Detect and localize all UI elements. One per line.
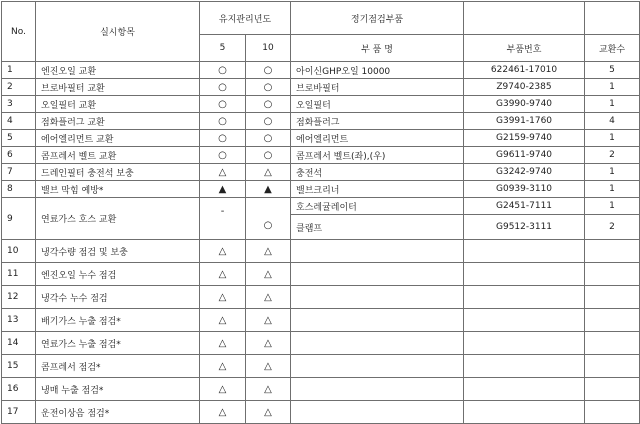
table-row — [2, 181, 640, 198]
replace-qty: 1 — [585, 181, 640, 198]
part-number-empty — [464, 332, 585, 355]
replace-qty-empty — [585, 286, 640, 309]
cycle-5-mark: △ — [200, 355, 246, 378]
part-name: 충전석 — [291, 164, 464, 181]
part-number: G3991-1760 — [464, 113, 585, 130]
part-name-empty — [291, 240, 464, 263]
row-item: 밸브 막힘 예방* — [36, 181, 200, 198]
row-no: 3 — [2, 96, 36, 113]
cycle-10-mark: ▲ — [246, 181, 291, 198]
part-number: G0939-3110 — [464, 181, 585, 198]
cycle-5-mark: ○ — [200, 79, 246, 96]
replace-qty-empty — [585, 309, 640, 332]
row-item: 엔진오일 교환 — [36, 62, 200, 79]
part-name: 밸브크리너 — [291, 181, 464, 198]
cycle-5-mark: ○ — [200, 96, 246, 113]
cycle-5-mark: △ — [200, 332, 246, 355]
cycle-10-mark: △ — [246, 355, 291, 378]
table-row — [2, 378, 640, 401]
part-number: G9512-3111 — [464, 215, 585, 240]
part-name-empty — [291, 332, 464, 355]
part-number: Z9740-2385 — [464, 79, 585, 96]
part-name-empty — [291, 355, 464, 378]
header-parts-blank — [464, 2, 585, 35]
part-name-empty — [291, 263, 464, 286]
cycle-5-mark: ○ — [200, 62, 246, 79]
cycle-10-mark: △ — [246, 332, 291, 355]
row-no: 7 — [2, 164, 36, 181]
row-no: 8 — [2, 181, 36, 198]
part-name: 콤프레서 벨트(좌),(우) — [291, 147, 464, 164]
table-row — [2, 240, 640, 263]
header-part-name: 부 품 명 — [291, 35, 464, 62]
part-name-empty — [291, 378, 464, 401]
row-no: 2 — [2, 79, 36, 96]
cycle-10-mark: ○ — [246, 130, 291, 147]
cycle-10-mark: ○ — [246, 79, 291, 96]
cycle-5-mark: △ — [200, 309, 246, 332]
row-item: 냉각수 누수 점검 — [36, 286, 200, 309]
row-no: 15 — [2, 355, 36, 378]
cycle-10-mark: △ — [246, 286, 291, 309]
replace-qty-empty — [585, 378, 640, 401]
table-row — [2, 130, 640, 147]
table-row — [2, 79, 640, 96]
cycle-5-mark: △ — [200, 164, 246, 181]
row-no: 14 — [2, 332, 36, 355]
row-item: 운전이상음 점검* — [36, 401, 200, 424]
table-row — [2, 147, 640, 164]
row-item: 냉매 누출 점검* — [36, 378, 200, 401]
table-row — [2, 113, 640, 130]
replace-qty-empty — [585, 355, 640, 378]
part-number: 622461-17010 — [464, 62, 585, 79]
row-no: 10 — [2, 240, 36, 263]
part-number-empty — [464, 240, 585, 263]
cycle-5-mark: △ — [200, 263, 246, 286]
part-number-empty — [464, 401, 585, 424]
table-row — [2, 401, 640, 424]
row-no: 1 — [2, 62, 36, 79]
part-name: 점화플러그 — [291, 113, 464, 130]
header-replace-qty: 교환수 — [585, 35, 640, 62]
part-number-empty — [464, 286, 585, 309]
replace-qty: 1 — [585, 130, 640, 147]
table-row — [2, 96, 640, 113]
cycle-10-mark: △ — [246, 401, 291, 424]
table-row — [2, 355, 640, 378]
part-number: G2451-7111 — [464, 198, 585, 215]
row-item: 드레인필터 충전석 보충 — [36, 164, 200, 181]
replace-qty-empty — [585, 263, 640, 286]
table-row — [2, 62, 640, 79]
row-no: 9 — [2, 198, 36, 240]
part-number-empty — [464, 378, 585, 401]
row-item: 점화플러그 교환 — [36, 113, 200, 130]
replace-qty: 4 — [585, 113, 640, 130]
table-row — [2, 198, 640, 215]
row-item: 오일필터 교환 — [36, 96, 200, 113]
part-name-empty — [291, 286, 464, 309]
row-no: 5 — [2, 130, 36, 147]
replace-qty: 1 — [585, 96, 640, 113]
part-name: 브로바필터 — [291, 79, 464, 96]
part-name: 에어엘리먼트 — [291, 130, 464, 147]
cycle-5-mark: ▲ — [200, 181, 246, 198]
part-number-empty — [464, 263, 585, 286]
row-item: 냉각수량 점검 및 보충 — [36, 240, 200, 263]
part-number-empty — [464, 355, 585, 378]
header-part-number: 부품번호 — [464, 35, 585, 62]
part-number: G3242-9740 — [464, 164, 585, 181]
replace-qty: 1 — [585, 164, 640, 181]
cycle-5-mark: △ — [200, 286, 246, 309]
part-name: 호스레귤레이터 — [291, 198, 464, 215]
cycle-10-mark: △ — [246, 309, 291, 332]
header-no: No. — [2, 2, 36, 62]
replace-qty: 5 — [585, 62, 640, 79]
table-row — [2, 263, 640, 286]
part-number: G9611-9740 — [464, 147, 585, 164]
part-number-empty — [464, 309, 585, 332]
row-no: 16 — [2, 378, 36, 401]
row-no: 12 — [2, 286, 36, 309]
cycle-5-mark: ○ — [200, 113, 246, 130]
cycle-5-mark: ○ — [200, 130, 246, 147]
part-name: 클램프 — [291, 215, 464, 240]
part-name-empty — [291, 309, 464, 332]
row-item: 에어엘리먼트 교환 — [36, 130, 200, 147]
header-qty-blank — [585, 2, 640, 35]
row-no: 6 — [2, 147, 36, 164]
cycle-10-mark: ○ — [246, 147, 291, 164]
cycle-5-mark: ○ — [200, 147, 246, 164]
part-name: 오일필터 — [291, 96, 464, 113]
cycle-10-mark: △ — [246, 164, 291, 181]
row-item: 콤프레서 벨트 교환 — [36, 147, 200, 164]
replace-qty-empty — [585, 240, 640, 263]
row-item: 배기가스 누출 점검* — [36, 309, 200, 332]
part-name-empty — [291, 401, 464, 424]
maintenance-table — [1, 1, 640, 424]
cycle-5-mark: △ — [200, 401, 246, 424]
row-no: 13 — [2, 309, 36, 332]
row-no: 4 — [2, 113, 36, 130]
replace-qty-empty — [585, 332, 640, 355]
cycle-10-mark: △ — [246, 240, 291, 263]
row-item: 엔진오일 누수 점검 — [36, 263, 200, 286]
replace-qty: 1 — [585, 198, 640, 215]
replace-qty-empty — [585, 401, 640, 424]
header-cycle-5: 5 — [200, 35, 246, 62]
cycle-5-mark: △ — [200, 378, 246, 401]
header-cycle: 유지관리년도 — [200, 2, 291, 35]
table-row — [2, 332, 640, 355]
cycle-10-mark: ○ — [246, 113, 291, 130]
header-parts-group: 정기점검부품 — [291, 2, 464, 35]
row-item: 연료가스 호스 교환 — [36, 198, 200, 240]
row-no: 17 — [2, 401, 36, 424]
part-number: G2159-9740 — [464, 130, 585, 147]
replace-qty: 2 — [585, 147, 640, 164]
cycle-10-mark: ○ — [246, 62, 291, 79]
replace-qty: 1 — [585, 79, 640, 96]
cycle-10-mark: ○ — [246, 198, 291, 240]
replace-qty: 2 — [585, 215, 640, 240]
header-cycle-10: 10 — [246, 35, 291, 62]
header-item: 실시항목 — [36, 2, 200, 62]
row-no: 11 — [2, 263, 36, 286]
row-item: 브로바필터 교환 — [36, 79, 200, 96]
cycle-10-mark: △ — [246, 378, 291, 401]
part-name: 아이신GHP오일 10000 — [291, 62, 464, 79]
table-row — [2, 164, 640, 181]
table-row — [2, 286, 640, 309]
cycle-5-mark: △ — [200, 240, 246, 263]
cycle-5-mark: - — [200, 198, 246, 240]
part-number: G3990-9740 — [464, 96, 585, 113]
cycle-10-mark: △ — [246, 263, 291, 286]
table-row — [2, 309, 640, 332]
row-item: 콤프레서 점검* — [36, 355, 200, 378]
row-item: 연료가스 누출 점검* — [36, 332, 200, 355]
cycle-10-mark: ○ — [246, 96, 291, 113]
